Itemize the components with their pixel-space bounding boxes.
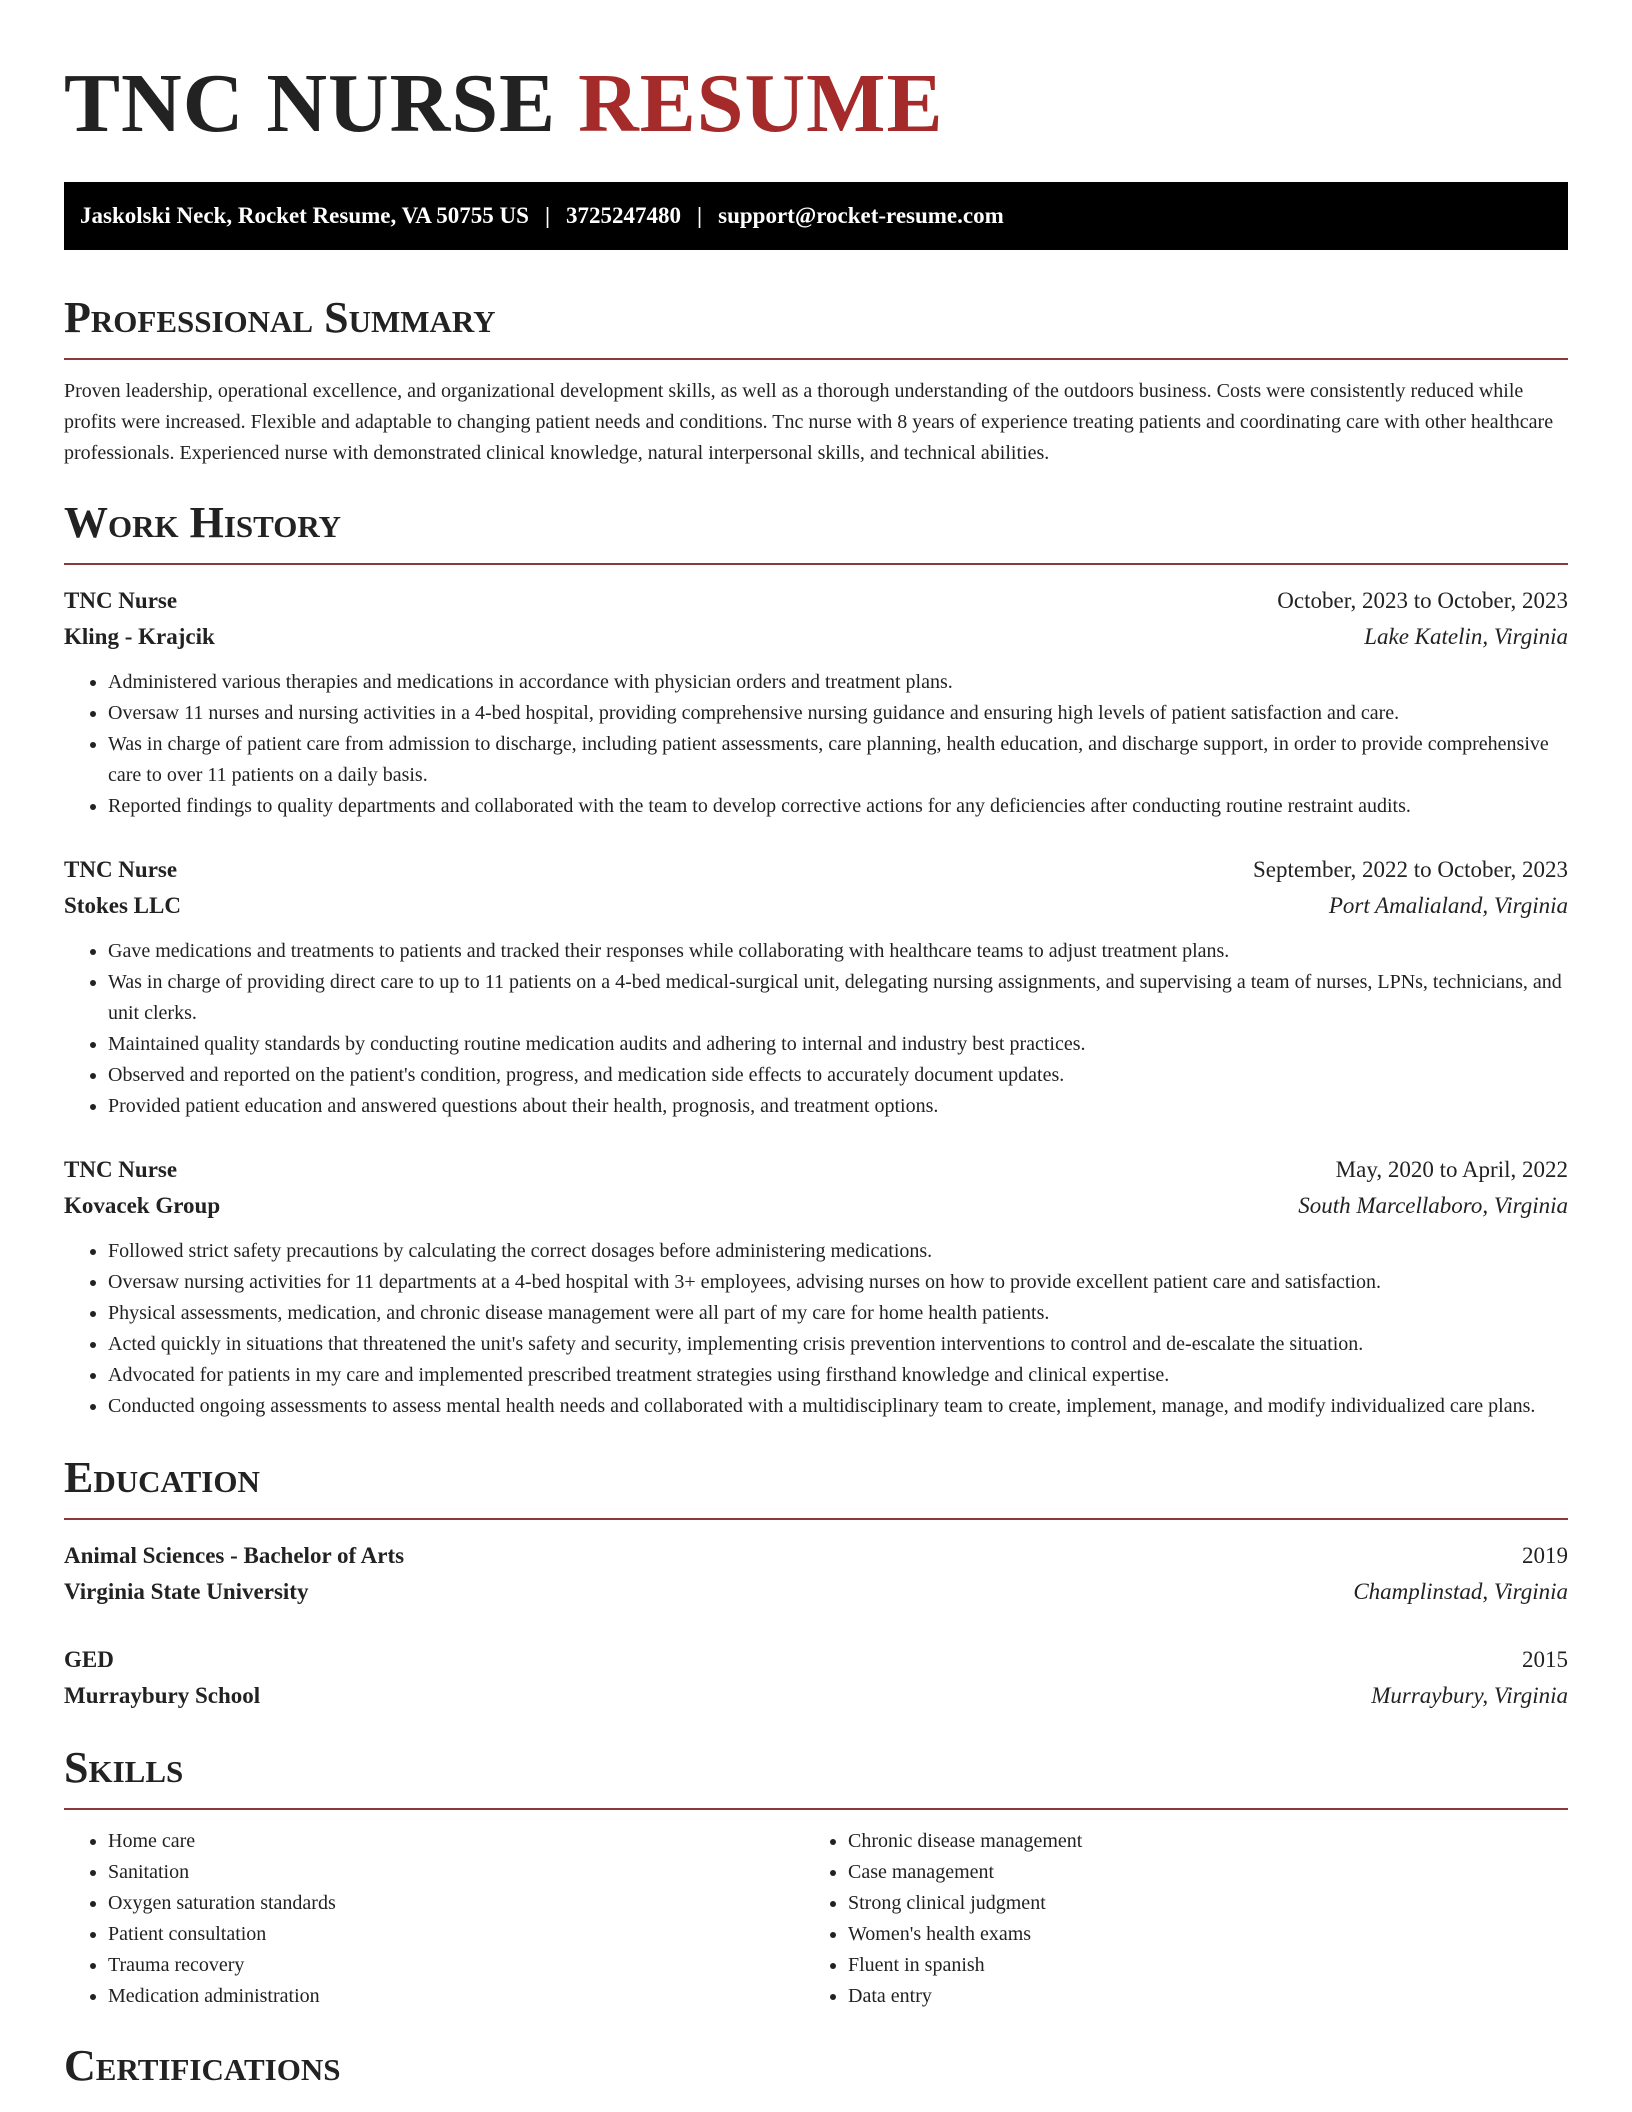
list-item: • Advocated for patients in my care and implemented prescribed treatment strategies using firsthand knowledge and clinical expertise. — [108, 1360, 1568, 1391]
section-divider — [64, 1518, 1568, 1520]
job-dates: October, 2023 to October, 2023 — [1277, 588, 1568, 613]
education-school: Murraybury School — [64, 1683, 261, 1708]
job-location: Lake Katelin, Virginia — [1364, 624, 1568, 649]
list-item: • Maintained quality standards by conducting routine medication audits and adhering to internal and industry best practices. — [108, 1029, 1568, 1060]
resume-page — [64, 0, 1568, 2092]
job-company-row — [64, 888, 1568, 924]
section-heading-education: Education — [64, 1453, 260, 1502]
education-section — [64, 1452, 1568, 1714]
list-item: • Oversaw nursing activities for 11 departments at a 4-bed hospital with 3+ employees, advising nurses on how to provide excellent patient care and satisfaction. — [108, 1267, 1568, 1298]
skill-item: • Chronic disease management — [848, 1826, 1544, 1857]
list-item: • Was in charge of providing direct care to up to 11 patients on a 4-bed medical-surgical unit, delegating nursing assignments, and supervising a team of nurses, LPNs, technicians, and unit clerks. — [108, 967, 1568, 1029]
job-company: Stokes LLC — [64, 893, 181, 918]
title-accent: RESUME — [578, 57, 944, 150]
job-bullets — [64, 1236, 1568, 1422]
job-entry — [64, 852, 1568, 1122]
job-company: Kling - Krajcik — [64, 624, 215, 649]
education-school-row — [64, 1678, 1568, 1714]
certifications-section — [64, 2040, 1568, 2092]
section-divider — [64, 563, 1568, 565]
skill-item: • Patient consultation — [108, 1919, 804, 1950]
education-school: Virginia State University — [64, 1579, 309, 1604]
list-item: • Followed strict safety precautions by calculating the correct dosages before administering medications. — [108, 1236, 1568, 1267]
skills-columns — [64, 1826, 1568, 2012]
skill-item: • Medication administration — [108, 1981, 804, 2012]
list-item: • Oversaw 11 nurses and nursing activities in a 4-bed hospital, providing comprehensive nursing guidance and ensuring high levels of patient satisfaction and care. — [108, 698, 1568, 729]
skill-item: • Data entry — [848, 1981, 1544, 2012]
section-heading-certifications: Certifications — [64, 2041, 341, 2090]
job-header-row — [64, 1152, 1568, 1188]
job-header-row — [64, 852, 1568, 888]
skills-column-right — [804, 1826, 1544, 2012]
section-heading-skills: Skills — [64, 1743, 184, 1792]
section-heading-work-history: Work History — [64, 498, 342, 547]
skill-item: • Trauma recovery — [108, 1950, 804, 1981]
job-entry — [64, 583, 1568, 822]
list-item: • Provided patient education and answered questions about their health, prognosis, and treatment options. — [108, 1091, 1568, 1122]
job-title: TNC Nurse — [64, 1157, 178, 1182]
skill-item: • Sanitation — [108, 1857, 804, 1888]
section-divider — [64, 358, 1568, 360]
job-header-row — [64, 583, 1568, 619]
education-school-row — [64, 1574, 1568, 1610]
list-item: • Gave medications and treatments to patients and tracked their responses while collaborating with healthcare teams to adjust treatment plans. — [108, 936, 1568, 967]
education-year: 2019 — [1522, 1543, 1568, 1568]
skills-section — [64, 1742, 1568, 2012]
education-entry — [64, 1538, 1568, 1610]
education-degree-row — [64, 1642, 1568, 1678]
list-item: • Administered various therapies and medications in accordance with physician orders and treatment plans. — [108, 667, 1568, 698]
contact-bar — [64, 182, 1568, 250]
education-location: Murraybury, Virginia — [1371, 1683, 1568, 1708]
contact-phone: 3725247480 — [566, 203, 682, 228]
skills-list — [64, 1826, 804, 2012]
skill-item: • Case management — [848, 1857, 1544, 1888]
section-heading-summary: Professional Summary — [64, 293, 496, 342]
list-item: • Acted quickly in situations that threatened the unit's safety and security, implementing crisis prevention interventions to control and de-escalate the situation. — [108, 1329, 1568, 1360]
summary-text: Proven leadership, operational excellence, and organizational development skills, as well as a thorough understanding of the outdoors business. Costs were consistently reduced while profits were increased. Flexible and adaptable to changing patient needs and conditions. Tnc nurse with 8 years of experience treating patients and coordinating care with other healthcare professionals. Experienced nurse with demonstrated clinical knowledge, natural interpersonal skills, and technical abilities. — [64, 380, 1554, 464]
education-entry — [64, 1642, 1568, 1714]
section-divider — [64, 1808, 1568, 1810]
education-location: Champlinstad, Virginia — [1353, 1579, 1568, 1604]
list-item: • Was in charge of patient care from admission to discharge, including patient assessments, care planning, health education, and discharge support, in order to provide comprehensive care to over 11 patients on a daily basis. — [108, 729, 1568, 791]
list-item: • Conducted ongoing assessments to assess mental health needs and collaborated with a multidisciplinary team to create, implement, manage, and modify individualized care plans. — [108, 1391, 1568, 1422]
contact-separator: | — [697, 203, 703, 228]
education-degree: Animal Sciences - Bachelor of Arts — [64, 1543, 405, 1568]
skill-item: • Home care — [108, 1826, 804, 1857]
list-item: • Reported findings to quality departments and collaborated with the team to develop corrective actions for any deficiencies after conducting routine restraint audits. — [108, 791, 1568, 822]
title-main: TNC NURSE — [64, 57, 557, 150]
list-item: • Observed and reported on the patient's condition, progress, and medication side effects to accurately document updates. — [108, 1060, 1568, 1091]
job-dates: May, 2020 to April, 2022 — [1335, 1157, 1568, 1182]
job-location: South Marcellaboro, Virginia — [1298, 1193, 1568, 1218]
job-title: TNC Nurse — [64, 588, 178, 613]
skill-item: • Fluent in spanish — [848, 1950, 1544, 1981]
education-year: 2015 — [1522, 1647, 1568, 1672]
job-bullets — [64, 667, 1568, 822]
contact-email: support@rocket-resume.com — [718, 203, 1004, 228]
summary-section — [64, 292, 1568, 469]
skills-list — [804, 1826, 1544, 2012]
education-degree-row — [64, 1538, 1568, 1574]
job-entry — [64, 1152, 1568, 1422]
contact-address: Jaskolski Neck, Rocket Resume, VA 50755 US — [80, 203, 529, 228]
job-title: TNC Nurse — [64, 857, 178, 882]
job-bullets — [64, 936, 1568, 1122]
list-item: • Physical assessments, medication, and chronic disease management were all part of my care for home health patients. — [108, 1298, 1568, 1329]
resume-title — [64, 56, 1568, 152]
skill-item: • Strong clinical judgment — [848, 1888, 1544, 1919]
job-location: Port Amalialand, Virginia — [1328, 893, 1568, 918]
job-company-row — [64, 619, 1568, 655]
skill-item: • Oxygen saturation standards — [108, 1888, 804, 1919]
contact-separator: | — [544, 203, 551, 228]
job-company-row — [64, 1188, 1568, 1224]
job-dates: September, 2022 to October, 2023 — [1253, 857, 1568, 882]
work-history-section — [64, 497, 1568, 1422]
education-degree: GED — [64, 1647, 114, 1672]
skills-column-left — [64, 1826, 804, 2012]
job-company: Kovacek Group — [64, 1193, 221, 1218]
skill-item: • Women's health exams — [848, 1919, 1544, 1950]
